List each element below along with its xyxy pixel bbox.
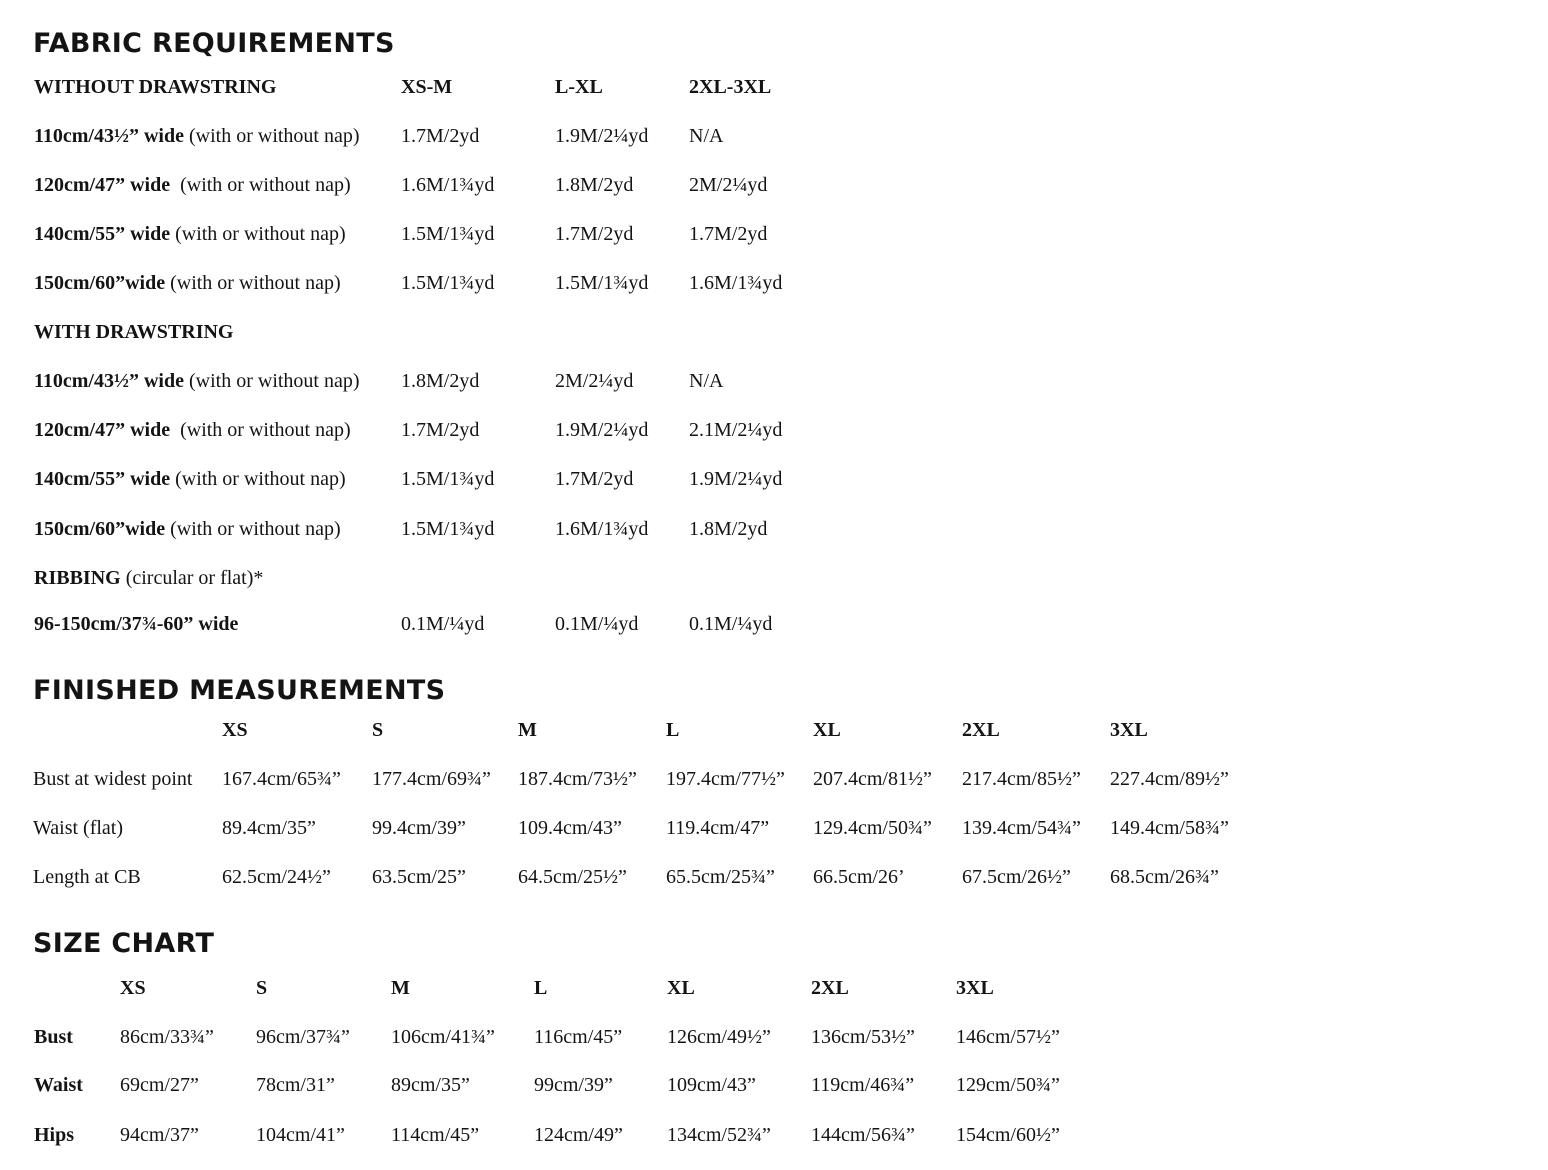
size-header: M <box>518 719 537 741</box>
fabric-amount: 1.6M/1¾yd <box>401 174 495 196</box>
with-drawstring-heading: WITH DRAWSTRING <box>34 321 234 343</box>
measurement-label: Length at CB <box>33 866 141 888</box>
body-measurement-value: 104cm/41” <box>256 1124 345 1146</box>
measurement-value: 66.5cm/26’ <box>813 866 905 888</box>
size-chart-title: SIZE CHART <box>33 928 215 959</box>
ribbing-heading: RIBBING (circular or flat)* <box>34 567 264 589</box>
fabric-amount: 1.9M/2¼yd <box>555 419 649 441</box>
body-measurement-value: 86cm/33¾” <box>120 1026 214 1048</box>
size-header: S <box>372 719 384 741</box>
size-header: M <box>391 977 410 999</box>
body-measurement-value: 134cm/52¾” <box>667 1124 771 1146</box>
fabric-amount: 1.5M/1¾yd <box>401 272 495 294</box>
measurement-value: 217.4cm/85½” <box>962 768 1081 790</box>
fabric-column-header: L-XL <box>555 76 603 98</box>
fabric-amount: 1.5M/1¾yd <box>555 272 649 294</box>
body-measurement-value: 124cm/49” <box>534 1124 623 1146</box>
measurement-label: Bust at widest point <box>33 768 193 790</box>
fabric-amount: 1.8M/2yd <box>555 174 634 196</box>
fabric-amount: 1.9M/2¼yd <box>555 125 649 147</box>
measurement-value: 149.4cm/58¾” <box>1110 817 1229 839</box>
measurement-value: 187.4cm/73½” <box>518 768 637 790</box>
measurement-value: 109.4cm/43” <box>518 817 622 839</box>
body-measurement-label: Waist <box>34 1074 83 1096</box>
measurement-value: 139.4cm/54¾” <box>962 817 1081 839</box>
fabric-amount: 0.1M/¼yd <box>401 613 485 635</box>
fabric-amount: 1.8M/2yd <box>689 518 768 540</box>
body-measurement-label: Bust <box>34 1026 73 1048</box>
fabric-width-label: 150cm/60”wide (with or without nap) <box>34 518 341 540</box>
measurement-value: 62.5cm/24½” <box>222 866 331 888</box>
size-header: L <box>666 719 680 741</box>
measurement-label: Waist (flat) <box>33 817 124 839</box>
without-drawstring-heading: WITHOUT DRAWSTRING <box>34 76 277 98</box>
measurement-value: 167.4cm/65¾” <box>222 768 341 790</box>
measurement-value: 65.5cm/25¾” <box>666 866 775 888</box>
body-measurement-value: 119cm/46¾” <box>811 1074 915 1096</box>
fabric-column-header: XS-M <box>401 76 453 98</box>
body-measurement-value: 126cm/49½” <box>667 1026 771 1048</box>
fabric-amount: 0.1M/¼yd <box>689 613 773 635</box>
body-measurement-value: 109cm/43” <box>667 1074 756 1096</box>
body-measurement-value: 69cm/27” <box>120 1074 199 1096</box>
fabric-amount: 1.7M/2yd <box>401 419 480 441</box>
fabric-amount: 1.9M/2¼yd <box>689 468 783 490</box>
fabric-amount: 1.7M/2yd <box>555 223 634 245</box>
measurement-value: 68.5cm/26¾” <box>1110 866 1219 888</box>
fabric-amount: 1.5M/1¾yd <box>401 468 495 490</box>
fabric-amount: 1.6M/1¾yd <box>555 518 649 540</box>
fabric-amount: 2M/2¼yd <box>689 174 768 196</box>
body-measurement-value: 94cm/37” <box>120 1124 199 1146</box>
fabric-amount: 1.5M/1¾yd <box>401 223 495 245</box>
fabric-amount: 0.1M/¼yd <box>555 613 639 635</box>
fabric-width-label: 120cm/47” wide (with or without nap) <box>34 419 351 441</box>
fabric-width-label: 110cm/43½” wide (with or without nap) <box>34 370 360 392</box>
fabric-amount: 1.7M/2yd <box>689 223 768 245</box>
body-measurement-value: 154cm/60½” <box>956 1124 1060 1146</box>
fabric-amount: 1.8M/2yd <box>401 370 480 392</box>
size-header: 2XL <box>811 977 849 999</box>
fabric-amount: N/A <box>689 125 724 147</box>
size-header: XS <box>222 719 248 741</box>
finished-measurements-title: FINISHED MEASUREMENTS <box>33 675 446 706</box>
body-measurement-value: 78cm/31” <box>256 1074 335 1096</box>
fabric-amount: 1.7M/2yd <box>401 125 480 147</box>
body-measurement-value: 106cm/41¾” <box>391 1026 495 1048</box>
measurement-value: 64.5cm/25½” <box>518 866 627 888</box>
fabric-amount: 1.6M/1¾yd <box>689 272 783 294</box>
body-measurement-value: 114cm/45” <box>391 1124 480 1146</box>
measurement-value: 89.4cm/35” <box>222 817 316 839</box>
fabric-width-label: 120cm/47” wide (with or without nap) <box>34 174 351 196</box>
fabric-width-label: 110cm/43½” wide (with or without nap) <box>34 125 360 147</box>
body-measurement-value: 116cm/45” <box>534 1026 623 1048</box>
size-header: 3XL <box>956 977 994 999</box>
fabric-width-label: 140cm/55” wide (with or without nap) <box>34 468 346 490</box>
measurement-value: 207.4cm/81½” <box>813 768 932 790</box>
measurement-value: 227.4cm/89½” <box>1110 768 1229 790</box>
body-measurement-value: 96cm/37¾” <box>256 1026 350 1048</box>
body-measurement-value: 144cm/56¾” <box>811 1124 915 1146</box>
size-header: XL <box>813 719 841 741</box>
size-header: 2XL <box>962 719 1000 741</box>
fabric-amount: 2M/2¼yd <box>555 370 634 392</box>
size-header: XL <box>667 977 695 999</box>
measurement-value: 197.4cm/77½” <box>666 768 785 790</box>
fabric-amount: N/A <box>689 370 724 392</box>
measurement-value: 67.5cm/26½” <box>962 866 1071 888</box>
fabric-amount: 2.1M/2¼yd <box>689 419 783 441</box>
size-header: 3XL <box>1110 719 1148 741</box>
measurement-value: 129.4cm/50¾” <box>813 817 932 839</box>
body-measurement-label: Hips <box>34 1124 75 1146</box>
measurement-value: 99.4cm/39” <box>372 817 466 839</box>
fabric-width-label: 96-150cm/37¾-60” wide <box>34 613 239 635</box>
body-measurement-value: 136cm/53½” <box>811 1026 915 1048</box>
body-measurement-value: 129cm/50¾” <box>956 1074 1060 1096</box>
body-measurement-value: 99cm/39” <box>534 1074 613 1096</box>
measurement-value: 177.4cm/69¾” <box>372 768 491 790</box>
fabric-amount: 1.7M/2yd <box>555 468 634 490</box>
fabric-column-header: 2XL-3XL <box>689 76 772 98</box>
fabric-width-label: 150cm/60”wide (with or without nap) <box>34 272 341 294</box>
measurement-value: 119.4cm/47” <box>666 817 770 839</box>
size-header: XS <box>120 977 146 999</box>
size-header: L <box>534 977 548 999</box>
fabric-amount: 1.5M/1¾yd <box>401 518 495 540</box>
body-measurement-value: 146cm/57½” <box>956 1026 1060 1048</box>
measurement-value: 63.5cm/25” <box>372 866 466 888</box>
fabric-width-label: 140cm/55” wide (with or without nap) <box>34 223 346 245</box>
size-header: S <box>256 977 268 999</box>
body-measurement-value: 89cm/35” <box>391 1074 470 1096</box>
fabric-requirements-title: FABRIC REQUIREMENTS <box>33 28 395 59</box>
